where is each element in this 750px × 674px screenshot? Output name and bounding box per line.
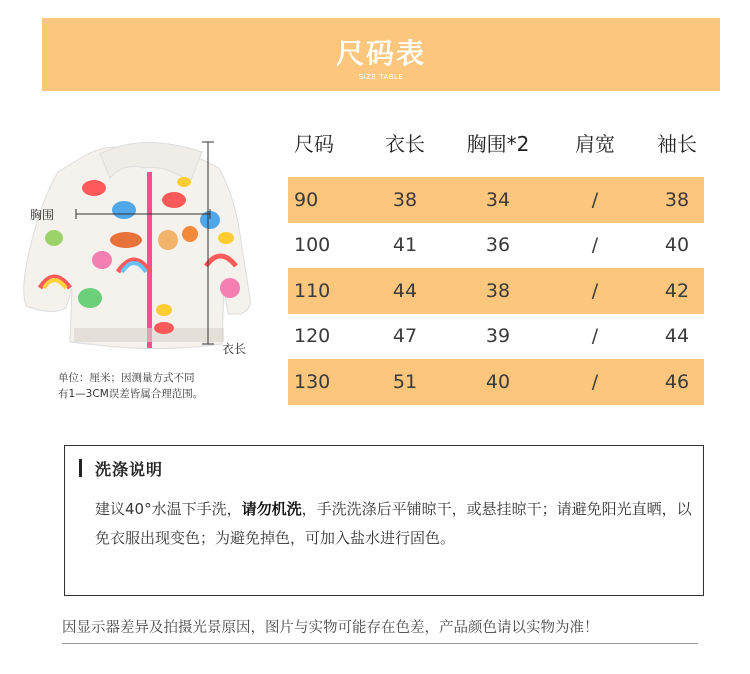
shoulder-cell: /	[591, 370, 599, 393]
size-table-banner	[42, 18, 720, 91]
jacket-hem	[74, 328, 224, 342]
wash-title: 洗涤说明	[95, 460, 164, 479]
shoulder-cell: /	[591, 234, 599, 257]
sleeve-cell: 40	[664, 234, 690, 257]
table-row	[288, 359, 704, 405]
bunny-icon	[92, 251, 112, 269]
chest-cell: 34	[485, 188, 511, 211]
sleeve-cell: 44	[664, 325, 690, 348]
jacket-image	[14, 138, 256, 360]
banner-subtitle: SIZE TABLE	[358, 73, 404, 81]
title-accent-bar	[79, 459, 82, 477]
bunny-icon	[220, 278, 240, 298]
length-cell: 51	[392, 370, 418, 393]
header-length: 衣长	[385, 131, 425, 156]
mushroom-icon	[110, 232, 142, 248]
sleeve-cell: 46	[664, 370, 690, 393]
bee-icon	[177, 177, 191, 187]
measurement-note: 单位：厘米；因测量方式不同 有1—3CM误差皆属合理范围。	[58, 372, 204, 400]
size-cell: 110	[294, 279, 331, 302]
tree-icon	[182, 226, 198, 242]
banner-title: 尺码表	[335, 37, 426, 70]
chest-cell: 39	[485, 325, 511, 348]
length-label: 衣长	[222, 342, 247, 356]
size-table-header	[288, 123, 704, 161]
bee-icon	[156, 304, 172, 316]
size-table	[288, 123, 704, 405]
size-cell: 100	[294, 234, 331, 257]
header-chest: 胸围*2	[466, 131, 530, 156]
sleeve-cell: 42	[664, 279, 690, 302]
mushroom-icon	[82, 180, 106, 196]
tree-icon	[158, 230, 178, 250]
shoulder-cell: /	[591, 325, 599, 348]
length-cell: 47	[392, 325, 418, 348]
header-shoulder: 肩宽	[575, 131, 615, 156]
table-row	[288, 177, 704, 223]
bee-icon	[218, 232, 234, 244]
color-disclaimer: 因显示器差异及拍摄光景原因，图片与实物可能存在色差，产品颜色请以实物为准！	[62, 620, 599, 636]
jacket-body	[24, 147, 251, 348]
wash-instructions-box	[64, 445, 704, 596]
mushroom-icon	[162, 192, 186, 208]
length-cell: 44	[392, 279, 418, 302]
bunny-icon	[45, 230, 63, 246]
chest-cell: 36	[485, 234, 511, 257]
shoulder-cell: /	[591, 188, 599, 211]
length-cell: 38	[392, 188, 418, 211]
divider	[62, 643, 698, 644]
shoulder-cell: /	[591, 279, 599, 302]
chest-cell: 38	[485, 279, 511, 302]
table-row	[288, 223, 704, 269]
no-machine-wash-warning: 请勿机洗	[241, 500, 302, 518]
chest-label: 胸围	[30, 208, 55, 222]
size-cell: 120	[294, 325, 331, 348]
chest-cell: 40	[485, 370, 511, 393]
wash-text: 建议40°水温下手洗，请勿机洗，手洗洗涤后平铺晾干，或悬挂晾干；请避免阳光直晒，以免衣服出现变色；为避免掉色，可加入盐水进行固色。	[95, 500, 692, 547]
size-cell: 130	[294, 370, 331, 393]
bunny-icon	[78, 288, 102, 308]
jacket-zipper	[147, 172, 152, 348]
length-cell: 41	[392, 234, 418, 257]
bird-icon	[112, 201, 136, 219]
header-size: 尺码	[294, 131, 334, 156]
header-sleeve: 袖长	[657, 131, 697, 156]
table-row	[288, 268, 704, 314]
mushroom-icon	[154, 322, 174, 334]
size-cell: 90	[294, 188, 319, 211]
sleeve-cell: 38	[664, 188, 690, 211]
table-row	[288, 314, 704, 360]
